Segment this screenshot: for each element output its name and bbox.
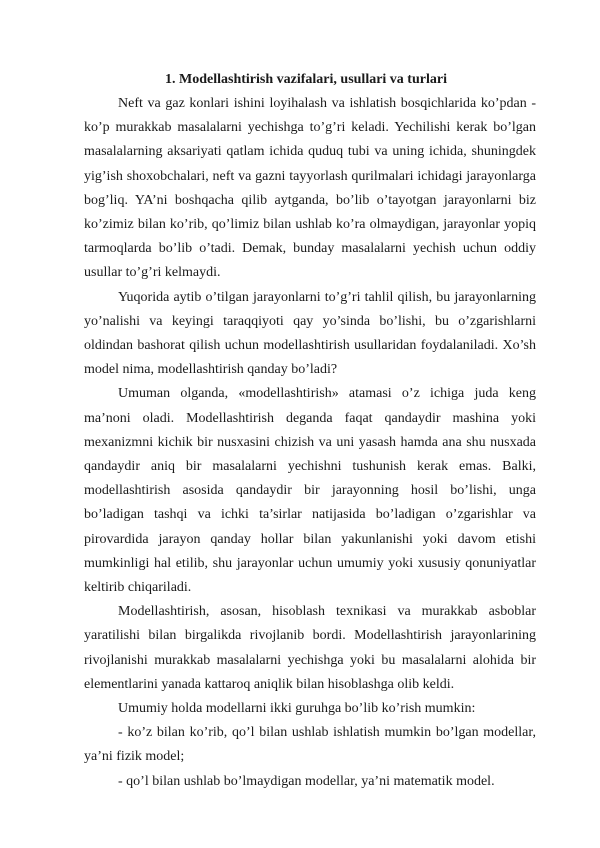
document-body xyxy=(84,92,536,794)
paragraph-definition: Umuman olganda, «modellashtirish» atamasi o’z ichiga juda keng ma’noni oladi. Modellashtirish deganda faqat qandaydir mashina yoki mexanizmni kichik bir nusxasini chizish va uni yasash hamda ana shu nusxada qandaydir aniq bir masalalarni yechishni tushunish kerak emas. Balki, modellashtirish asosida qandaydir bir jarayonning hosil bo’lishi, unga bo’ladigan tashqi va ichki ta’sirlar natijasida bo’ladigan o’zgarishlar va pirovardida jarayon qanday hollar bilan yakunlanishi yoki davom etishi mumkinligi hal etilib, shu jarayonlar uchun umumiy yoki xususiy qonuniyatlar keltirib chiqariladi. xyxy=(84,386,536,596)
list-item-mathematical-model: - qo’l bilan ushlab bo’lmaydigan modellar, ya’ni matematik model. xyxy=(118,773,495,789)
paragraph-groups: Umumiy holda modellarni ikki guruhga bo’lib ko’rish mumkin: xyxy=(118,701,476,717)
paragraph-development: Modellashtirish, asosan, hisoblash texnikasi va murakkab asboblar yaratilishi bilan birgalikda rivojlanib bordi. Modellashtirish jarayonlarining rivojlanishi murakkab masalalarni yechishga yoki bu masalalarni alohida bir elementlarini yanada kattaroq aniqlik bilan hisoblashga olib keldi. xyxy=(84,604,536,692)
paragraph-analysis: Yuqorida aytib o’tilgan jarayonlarni to’g’ri tahlil qilish, bu jarayonlarning yo’nalishi va keyingi taraqqiyoti qay yo’sinda bo’lishi, bu o’zgarishlarni oldindan bashorat qilish uchun modellashtirish usullaridan foydalaniladi. Xo’sh model nima, modellashtirish qanday bo’ladi? xyxy=(84,289,536,378)
list-item-physical-model: - ko’z bilan ko’rib, qo’l bilan ushlab ishlatish mumkin bo’lgan modellar, ya’ni fizik model; xyxy=(84,725,536,765)
section-title: 1. Modellashtirish vazifalari, usullari va turlari xyxy=(165,72,447,87)
paragraph-intro: Neft va gaz konlari ishini loyihalash va ishlatish bosqichlarida ko’pdan - ko’p murakkab masalalarni yechishga to’g’ri keladi. Yechilishi kerak bo’lgan masalalarning aksariyati qatlam ichida quduq tubi va uning ichida, shuningdek yig’ish shoxobchalari, neft va gazni tayyorlash qurilmalari ichidagi jarayonlarga bog’liq. YA’ni boshqacha qilib aytganda, bo’lib o’tayotgan jarayonlarni biz ko’zimiz bilan ko’rib, qo’limiz bilan ushlab ko’ra olmaydigan, jarayonlar yopiq tarmoqlarda bo’lib o’tadi. Demak, bunday masalalarni yechish uchun oddiy usullar to’g’ri kelmaydi. xyxy=(84,96,536,281)
